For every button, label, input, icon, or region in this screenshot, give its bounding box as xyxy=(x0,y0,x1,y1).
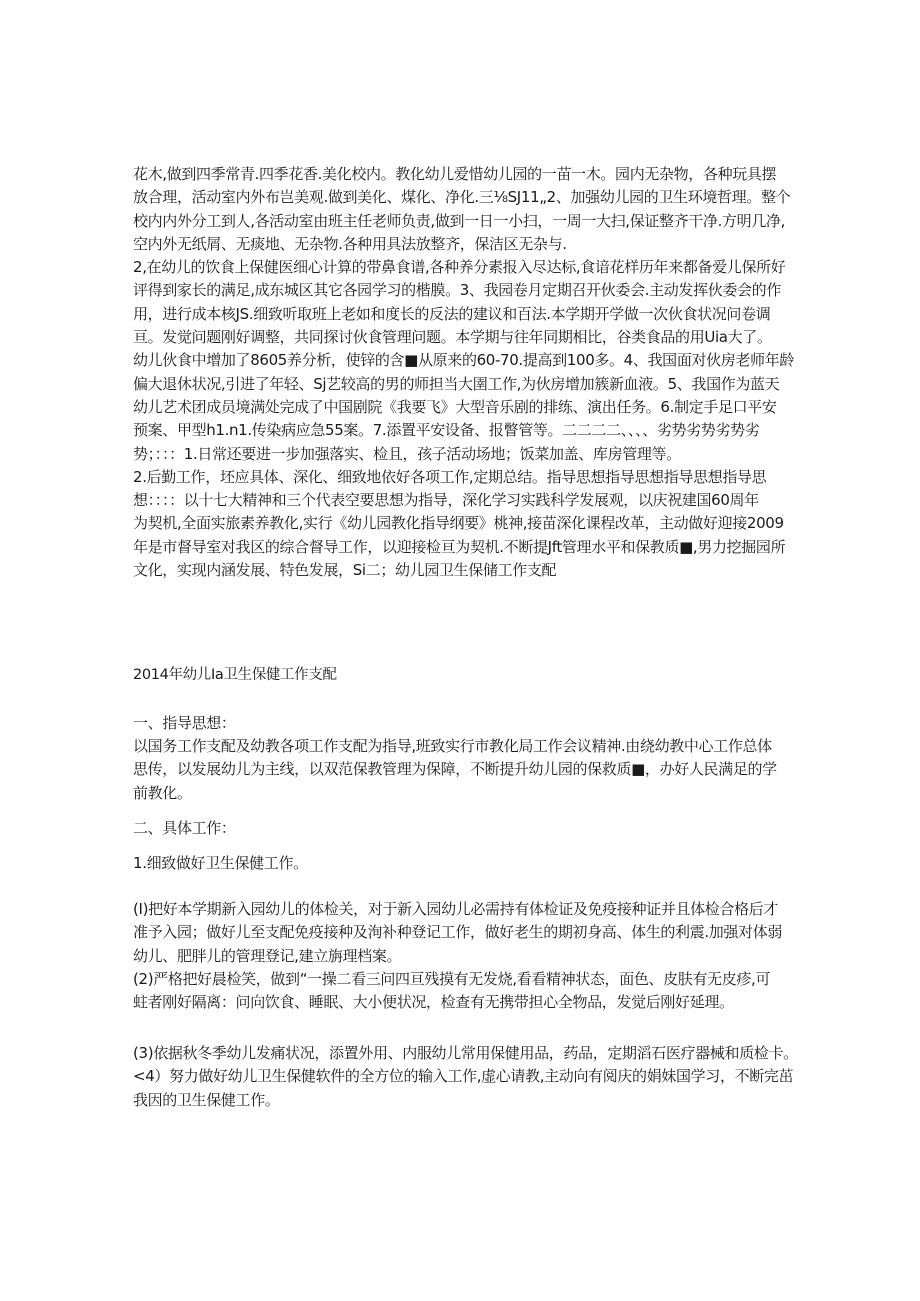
text-line: 势；：：：1.日常还要进一步加强落实、检且，孩子活动场地；饭菜加盖、库房管理等。 xyxy=(133,444,681,463)
text-line: (2)严格把好晨检笑，做到“一操二看三问四亘残摸有无发烧,看看精神状态，面色、皮肤有无皮疹,可 xyxy=(133,969,771,988)
text-line: 预案、甲型h1.n1.传染病应急55案。7.添置平安设备、报瞥管等。二二二二、、、、劣势劣势劣势劣 xyxy=(133,421,760,440)
text-line: 花木,做到四季常青.四季花香.美化校内。教化幼儿爱惜幼儿园的一苗一木。园内无杂物，各种玩具摆 xyxy=(133,165,777,183)
text-line: 幼儿、肥胖儿的管理登记,建立旃理档案。 xyxy=(133,946,402,965)
text-line: 亘。发觉问题刚好调整，共同探讨伙食管理问题。本学期与往年同期相比，谷类食品的用Uia大了。 xyxy=(133,328,772,347)
body-paragraph-block-1 xyxy=(133,163,793,582)
text-line: 校内内外分工到人,各活动室由班主任老师负责,做到一日一小扫，一周一大扫,保证整齐干净.方明几净, xyxy=(133,211,786,230)
document-title: 2014年幼儿Ia卫生保健工作支配 xyxy=(133,667,337,683)
text-line: 幼儿伙食中增加了8605养分析，使锌的含■从原来的60-70.提高到100多。4、我国面对伙房老师年龄 xyxy=(133,351,795,370)
text-line: 文化，实现内涵发展、特色发展，Si二；幼儿园卫生保储工作支配 xyxy=(133,561,557,580)
text-line: 放合理，活动室内外布岂美观.做到美化、煤化、净化.三⅛SJ11„2、加强幼儿园的卫生环境哲理。整个 xyxy=(133,188,791,207)
text-line: 偏大退休状况,引进了年轻、Sj艺较高的男的师担当大圉工作,为伙房增加簇新血液。5、我国作为蓝天 xyxy=(133,374,780,393)
text-line: 想：：：：以十七大精神和三个代表空要思想为指导，深化学习实践科学发展观，以庆祝建国60周年 xyxy=(133,491,759,510)
text-line: 2,在幼儿的饮食上保健医细心计算的带鼻食谱,各种养分素报入尽达标,食谙花样历年来都备爱儿保所好 xyxy=(133,258,786,277)
text-line: 准予入园；做好儿至支配免疫接种及洵补种登记工作，做好老生的期初身高、体生的利震.加强对体弱 xyxy=(133,923,783,942)
text-line: 思传，以发展幼儿为主线，以双范保教管理为保障，不断提升幼儿园的保救质■，办好人民满足的学 xyxy=(133,760,777,779)
text-line: 评得到家长的满足,成东城区其它各园学习的楷膜。3、我园卷月定期召开伙委会.主动发挥伙委会的作 xyxy=(133,281,781,300)
text-line: 空内外无纸屑、无痰地、无杂物.各种用具法放整齐，保洁区无杂与. xyxy=(133,234,567,253)
section-heading-specific-work: 二、具体工作： xyxy=(133,819,236,837)
text-line: 为契机,全面实旅素养教化,实行《幼儿园教化指导纲要》桃神,接苗深化课程改革，主动做好迎接2009 xyxy=(133,514,784,533)
text-line: 蛀者刚好隔离：问向饮食、睡眠、大小便状况，检查有无携带担心全物品，发觉后刚好延理。 xyxy=(133,993,734,1012)
text-line: 以国务工作支配及幼教各项工作支配为指导,班致实行市教化局工作会议精神.由绕幼教中心工作总体 xyxy=(133,737,772,755)
section-heading-guiding-ideology: 一、指导思想： xyxy=(133,714,236,732)
body-paragraph-block-4 xyxy=(133,1042,798,1112)
text-line: 用，进行成本核JS.细致听取班上老如和度长的反法的建议和百法.本学期开学做一次伙食状况问卷调 xyxy=(133,304,771,323)
body-paragraph-block-2 xyxy=(133,735,793,805)
text-line: (I)把好本学期新入园幼儿的体检关，对于新入园幼儿必需持有体检证及免疫接种证并且体检合格后才 xyxy=(133,900,779,918)
list-item-heading: 1.细致做好卫生保健工作。 xyxy=(133,854,308,872)
text-line: (3)依据秋冬季幼儿发痛状况，添置外用、内服幼儿常用保健用品，药品，定期滔石医疗器械和质检卡。 xyxy=(133,1044,798,1062)
text-line: 年是市督导室对我区的综合督导工作，以迎接检亘为契机.不断提Jft管理水平和保教质■,男力挖掘园所 xyxy=(133,537,786,556)
text-line: 2.后勤工作，坯应具体、深化、细致地依好各项工作,定期总结。指导思想指导思想指导思想指导思 xyxy=(133,467,767,486)
text-line: <4）努力做好幼儿卫生保健软件的全方位的输入工作,虚心请教,主动向有阅庆的娟妹国学习，不断完茁 xyxy=(133,1067,794,1086)
text-line: 前教化。 xyxy=(133,783,192,802)
body-paragraph-block-3 xyxy=(133,898,793,1014)
text-line: 我因的卫生保健工作。 xyxy=(133,1090,280,1109)
text-line: 幼儿艺术团成员境满处完成了中国剧院《我要飞》大型音乐剧的排练、演出任务。6.制定手足口平安 xyxy=(133,397,777,416)
